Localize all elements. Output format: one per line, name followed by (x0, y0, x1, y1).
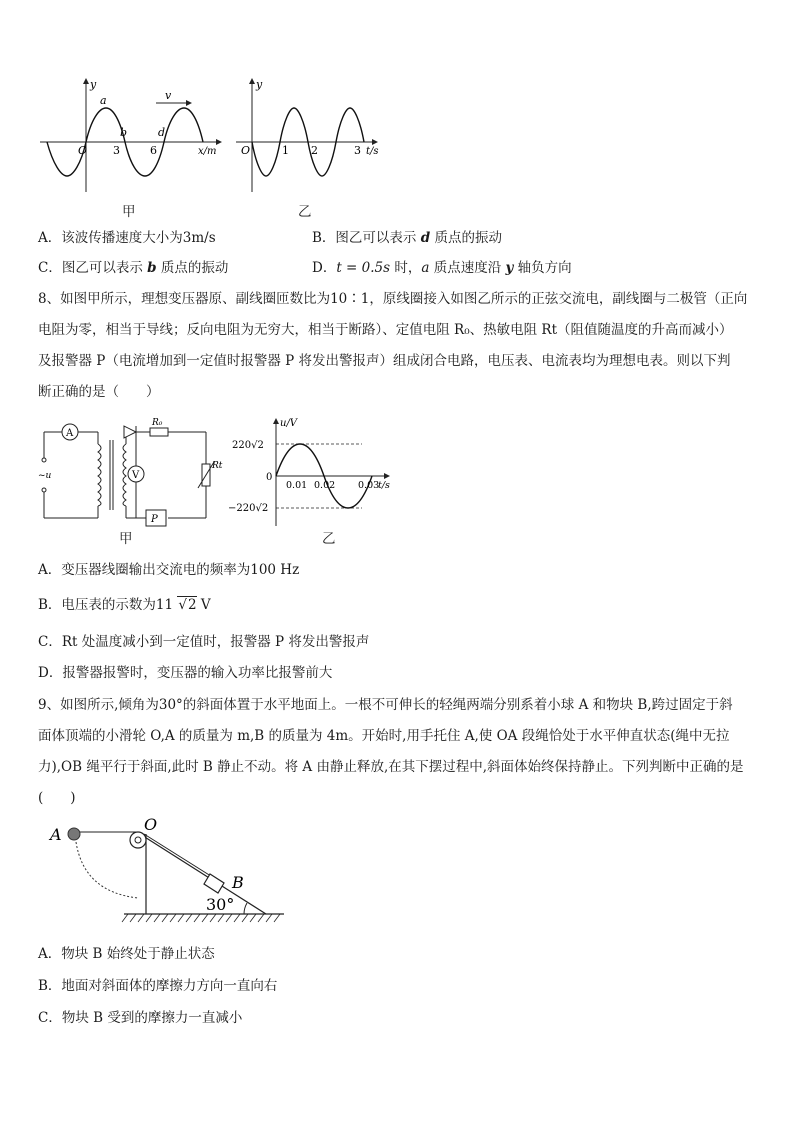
q8-graph-caption: 乙 (322, 531, 336, 547)
q8-voltage-graph (228, 414, 400, 532)
q7-jia-x-label: x/m (198, 146, 217, 157)
ball-a (68, 828, 80, 840)
rt-label: Rt (212, 461, 223, 471)
q7-jia-point-a: a (100, 94, 107, 107)
voltmeter-label: V (132, 470, 140, 481)
r0-label: R₀ (152, 418, 163, 428)
q7-jia-point-b: b (120, 126, 128, 139)
q7-yi-tick-2: 2 (311, 144, 318, 157)
q8-graph-tick1: 0.01 (286, 480, 308, 491)
ammeter-label: A (66, 428, 74, 439)
q9-option-b: B．地面对斜面体的摩擦力方向一直向右 (38, 978, 278, 994)
q8-option-c: C．Rt 处温度减小到一定值时，报警器 P 将发出警报声 (38, 634, 370, 650)
alarm-label: P (151, 514, 158, 525)
q7-figure-yi (232, 72, 392, 202)
q9-label-o: O (144, 815, 158, 834)
q8-stem: 8、如图甲所示，理想变压器原、副线圈匝数比为10∶1，原线圈接入如图乙所示的正弦交流电，副线圈与二极管（正向 电阻为零，相当于导线；反向电阻为无穷大，相当于断路）、定值电阻 R₀、热敏电阻 Rt（阻值随温度的升高而减小） 及报警器 P（电流增加到一定值时报警器 P 将发出警报声）组成闭合电路，电压表、电流表均为理想电表。则以下判 断正确的是（ ） (38, 291, 748, 400)
q7-jia-caption: 甲 (122, 204, 136, 220)
q7-option-a: A．该波传播速度大小为3m/s (38, 230, 216, 246)
q8-graph-ymin: −220√2 (228, 503, 269, 514)
q9-option-c: C．物块 B 受到的摩擦力一直减小 (38, 1010, 243, 1026)
q9-stem: 9、如图所示,倾角为30°的斜面体置于水平地面上。一根不可伸长的轻绳两端分别系着小球 A 和物块 B,跨过固定于斜 面体顶端的小滑轮 O,A 的质量为 m,B 的质量为 4m。开始时,用手托住 A,使 OA 段绳恰处于水平伸直状态(绳中无拉 力),OB 绳平行于斜面,此时 B 静止不动。将 A 由静止释放,在其下摆过程中,斜面体始终保持静止。下列判断中正确的是 ( ) (38, 697, 744, 806)
q8-circuit-caption: 甲 (119, 531, 133, 547)
q7-jia-tick-6: 6 (150, 144, 157, 157)
q8-graph-x-label: t/s (378, 480, 390, 491)
source-label: ~u (38, 471, 52, 481)
q7-yi-tick-1: 1 (282, 144, 289, 157)
q7-option-b: B．图乙可以表示 d 质点的振动 (312, 230, 502, 246)
q9-label-a: A (50, 825, 62, 844)
q8-graph-ymax: 220√2 (232, 440, 264, 451)
q7-yi-y-label: y (256, 78, 263, 91)
r0-resistor (150, 428, 168, 436)
q8-graph-tick2: 0.02 (314, 480, 336, 491)
q7-jia-v-label: v (165, 89, 172, 102)
q8-option-b: B．电压表的示数为11 √2 V (38, 597, 211, 613)
q7-yi-caption: 乙 (298, 204, 312, 220)
q8-option-a: A．变压器线圈输出交流电的频率为100 Hz (38, 562, 300, 578)
q9-incline-figure (46, 812, 292, 928)
q7-yi-x-label: t/s (366, 146, 379, 157)
q8-circuit-diagram (38, 418, 223, 530)
q9-option-a: A．物块 B 始终处于静止状态 (38, 946, 215, 962)
q9-label-b: B (232, 873, 244, 892)
q7-jia-origin: O (78, 144, 88, 157)
q7-jia-point-d: d (158, 126, 166, 139)
q8-graph-tick3: 0.03 (358, 480, 380, 491)
q8-graph-y-label: u/V (280, 418, 298, 429)
q7-jia-y-label: y (90, 78, 97, 91)
q7-yi-tick-3: 3 (354, 144, 361, 157)
q8-graph-origin: 0 (266, 472, 273, 483)
q9-angle-label: 30° (206, 895, 235, 914)
q8-option-d: D．报警器报警时，变压器的输入功率比报警前大 (38, 665, 333, 681)
q7-figure-jia (38, 72, 228, 202)
q7-option-d: D．t = 0.5s 时，a 质点速度沿 y 轴负方向 (312, 260, 572, 276)
q7-yi-origin: O (241, 144, 251, 157)
q7-jia-tick-3: 3 (113, 144, 120, 157)
q7-option-c: C．图乙可以表示 b 质点的振动 (38, 260, 229, 276)
